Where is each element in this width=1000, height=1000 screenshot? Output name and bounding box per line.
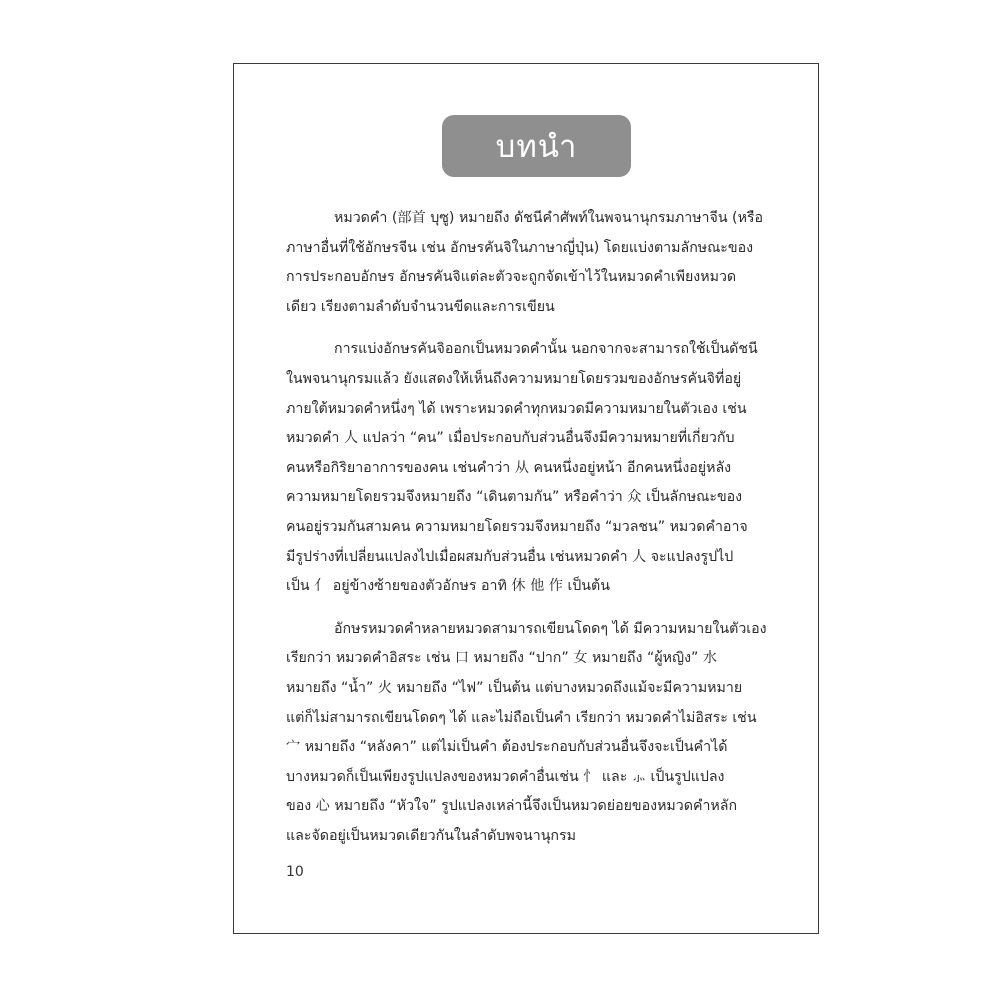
text-line: การแบ่งอักษรคันจิออกเป็นหมวดคำนั้น นอกจากจะสามารถใช้เป็นดัชนี	[334, 341, 758, 358]
page-number: 10	[286, 864, 304, 880]
text-line: คนอยู่รวมกันสามคน ความหมายโดยรวมจึงหมายถึง “มวลชน” หมวดคำอาจ	[286, 518, 748, 535]
text-line: ภาษาอื่นที่ใช้อักษรจีน เช่น อักษรคันจิในภาษาญี่ปุ่น) โดยแบ่งตามลักษณะของ	[286, 239, 754, 256]
paragraph-2	[286, 335, 784, 601]
text-line: ของ 心 หมายถึง “หัวใจ” รูปแปลงเหล่านี้จึงเป็นหมวดย่อยของหมวดคำหลัก	[286, 798, 738, 815]
text-line: หมวดคำ (部首 บุซู) หมายถึง ดัชนีคำศัพท์ในพจนานุกรมภาษาจีน (หรือ	[334, 210, 764, 226]
text-line: เป็น 亻 อยู่ข้างซ้ายของตัวอักษร อาทิ 休 他 作 เป็นต้น	[286, 578, 610, 595]
chapter-title: บทนำ	[495, 129, 578, 165]
text-line: การประกอบอักษร อักษรคันจิแต่ละตัวจะถูกจัดเข้าไว้ในหมวดคำเพียงหมวด	[286, 269, 737, 286]
text-line: หมายถึง “น้ำ” 火 หมายถึง “ไฟ” เป็นต้น แต่บางหมวดถึงแม้จะมีความหมาย	[286, 679, 743, 696]
text-line: แต่ก็ไม่สามารถเขียนโดดๆ ได้ และไม่ถือเป็นคำ เรียกว่า หมวดคำไม่อิสระ เช่น	[286, 709, 757, 726]
text-line: ในพจนานุกรมแล้ว ยังแสดงให้เห็นถึงความหมายโดยรวมของอักษรคันจิที่อยู่	[286, 370, 742, 387]
text-line: บางหมวดก็เป็นเพียงรูปแปลงของหมวดคำอื่นเช่น 忄 และ ⺗ เป็นรูปแปลง	[286, 768, 725, 785]
text-line: เดียว เรียงตามลำดับจำนวนขีดและการเขียน	[286, 298, 555, 315]
text-line: คนหรือกิริยาอาการของคน เช่นคำว่า 从 คนหนึ่งอยู่หน้า อีกคนหนึ่งอยู่หลัง	[286, 459, 732, 476]
paragraph-1	[286, 204, 784, 322]
chapter-title-box	[442, 115, 631, 177]
body-text	[286, 204, 784, 864]
text-line: เรียกว่า หมวดคำอิสระ เช่น 口 หมายถึง “ปาก” 女 หมายถึง “ผู้หญิง” 水	[286, 650, 718, 667]
book-page	[233, 63, 819, 934]
text-line: หมวดคำ 人 แปลว่า “คน” เมื่อประกอบกับส่วนอื่นจึงมีความหมายที่เกี่ยวกับ	[286, 430, 735, 447]
text-line: ความหมายโดยรวมจึงหมายถึง “เดินตามกัน” หรือคำว่า 众 เป็นลักษณะของ	[286, 489, 743, 506]
text-line: มีรูปร่างที่เปลี่ยนแปลงไปเมื่อผสมกับส่วนอื่น เช่นหมวดคำ 人 จะแปลงรูปไป	[286, 548, 734, 565]
text-line: อักษรหมวดคำหลายหมวดสามารถเขียนโดดๆ ได้ มีความหมายในตัวเอง	[334, 620, 767, 637]
text-line: 宀 หมายถึง “หลังคา” แต่ไม่เป็นคำ ต้องประกอบกับส่วนอื่นจึงจะเป็นคำได้	[286, 739, 728, 756]
paragraph-3	[286, 615, 784, 852]
text-line: และจัดอยู่เป็นหมวดเดียวกันในลำดับพจนานุกรม	[286, 827, 576, 844]
text-line: ภายใต้หมวดคำหนึ่งๆ ได้ เพราะหมวดคำทุกหมวดมีความหมายในตัวเอง เช่น	[286, 400, 747, 417]
